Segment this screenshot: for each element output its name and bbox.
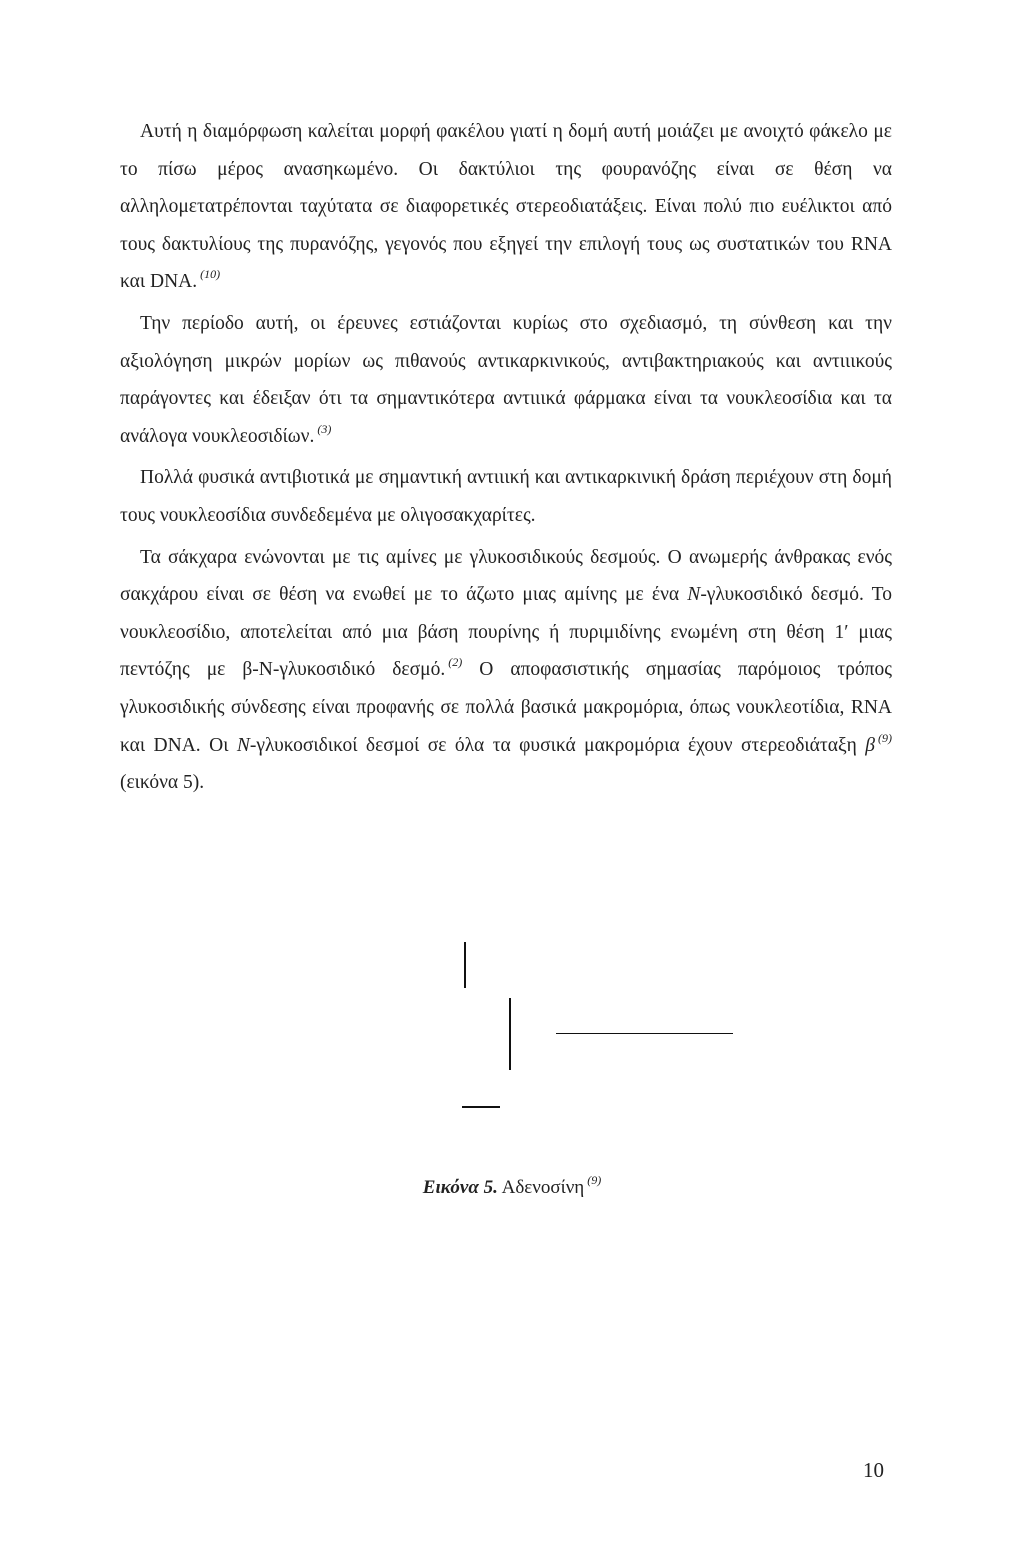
structure-line — [509, 998, 511, 1070]
paragraph-text: (εικόνα 5). — [120, 772, 205, 794]
italic-n: N — [236, 734, 250, 756]
structure-line — [462, 1106, 500, 1108]
paragraph-text: Αυτή η διαμόρφωση καλείται μορφή φακέλου γιατί η δομή αυτή μοιάζει με ανοιχτό φάκελο με το πίσω μέρος ανασηκωμένο. Οι δακτύλιοι της φουρανόζης είναι σε θέση να αλληλομετατρέπονται ταχύτατα σε διαφορετικές στερεοδιατάξεις. Είναι πολύ πιο ευέλικτοι από τους δακτυλίους της πυρανόζης, γεγονός που εξηγεί την επιλογή τους ως συστατικών του RNA και DNA. — [120, 121, 892, 293]
citation-ref: (3) — [317, 421, 332, 436]
figure-caption-text: Αδενοσίνη — [497, 1177, 585, 1198]
paragraph-4 — [120, 539, 892, 802]
structure-line — [464, 942, 466, 988]
paragraph-text: Πολλά φυσικά αντιβιοτικά με σημαντική αντιιική και αντικαρκινική δράση περιέχουν στη δομή τους νουκλεοσίδια συνδεδεμένα με ολιγοσακχαρίτες. — [120, 467, 892, 526]
paragraph-text: -γλυκοσιδικοί δεσμοί σε όλα τα φυσικά μακρομόρια έχουν στερεοδιάταξη — [249, 734, 866, 756]
paragraph-3 — [120, 459, 892, 534]
body-text — [120, 113, 892, 806]
citation-ref: (9) — [878, 730, 892, 745]
paragraph-text: Ο αποφασιστικής σημασίας παρόμοιος τρόπος γλυκοσιδικής σύνδεσης είναι προφανής σε πολλά βασικά μακρομόρια, όπως νουκλεοτίδια, RNA και DNA. Οι — [120, 659, 892, 756]
structure-line — [556, 1033, 733, 1034]
figure-label: Εικόνα 5. — [422, 1177, 498, 1198]
citation-ref: (9) — [587, 1173, 602, 1187]
paragraph-text: Την περίοδο αυτή, οι έρευνες εστιάζονται κυρίως στο σχεδιασμό, τη σύνθεση και την αξιολόγηση μικρών μορίων ως πιθανούς αντικαρκινικούς, αντιβακτηριακούς και αντιιικούς παράγοντες και έδειξαν ότι τα σημαντικότερα αντιιικά φάρμακα είναι τα νουκλεοσίδια και τα ανάλογα νουκλεοσιδίων. — [120, 312, 892, 447]
italic-n: N — [687, 584, 701, 606]
page-number: 10 — [863, 1458, 884, 1482]
paragraph-1 — [120, 113, 892, 301]
paragraph-text: Τα σάκχαρα ενώνονται με τις αμίνες με γλυκοσιδικούς δεσμούς. Ο ανωμερής άνθρακας ενός σακχάρου είναι σε θέση να ενωθεί με το άζωτο μιας αμίνης με ένα — [120, 546, 892, 606]
paragraph-text: -γλυκοσιδικό δεσμό. Το νουκλεοσίδιο, αποτελείται από μια βάση πουρίνης ή πυριμιδίνης ενωμένη στη θέση 1′ μιας πεντόζης με β-Ν-γλυκοσιδικό δεσμό. — [120, 584, 892, 681]
citation-ref: (2) — [448, 655, 463, 670]
italic-beta: β — [865, 734, 875, 756]
citation-ref: (10) — [200, 267, 221, 282]
figure-caption — [0, 1173, 1024, 1199]
paragraph-2 — [120, 305, 892, 455]
